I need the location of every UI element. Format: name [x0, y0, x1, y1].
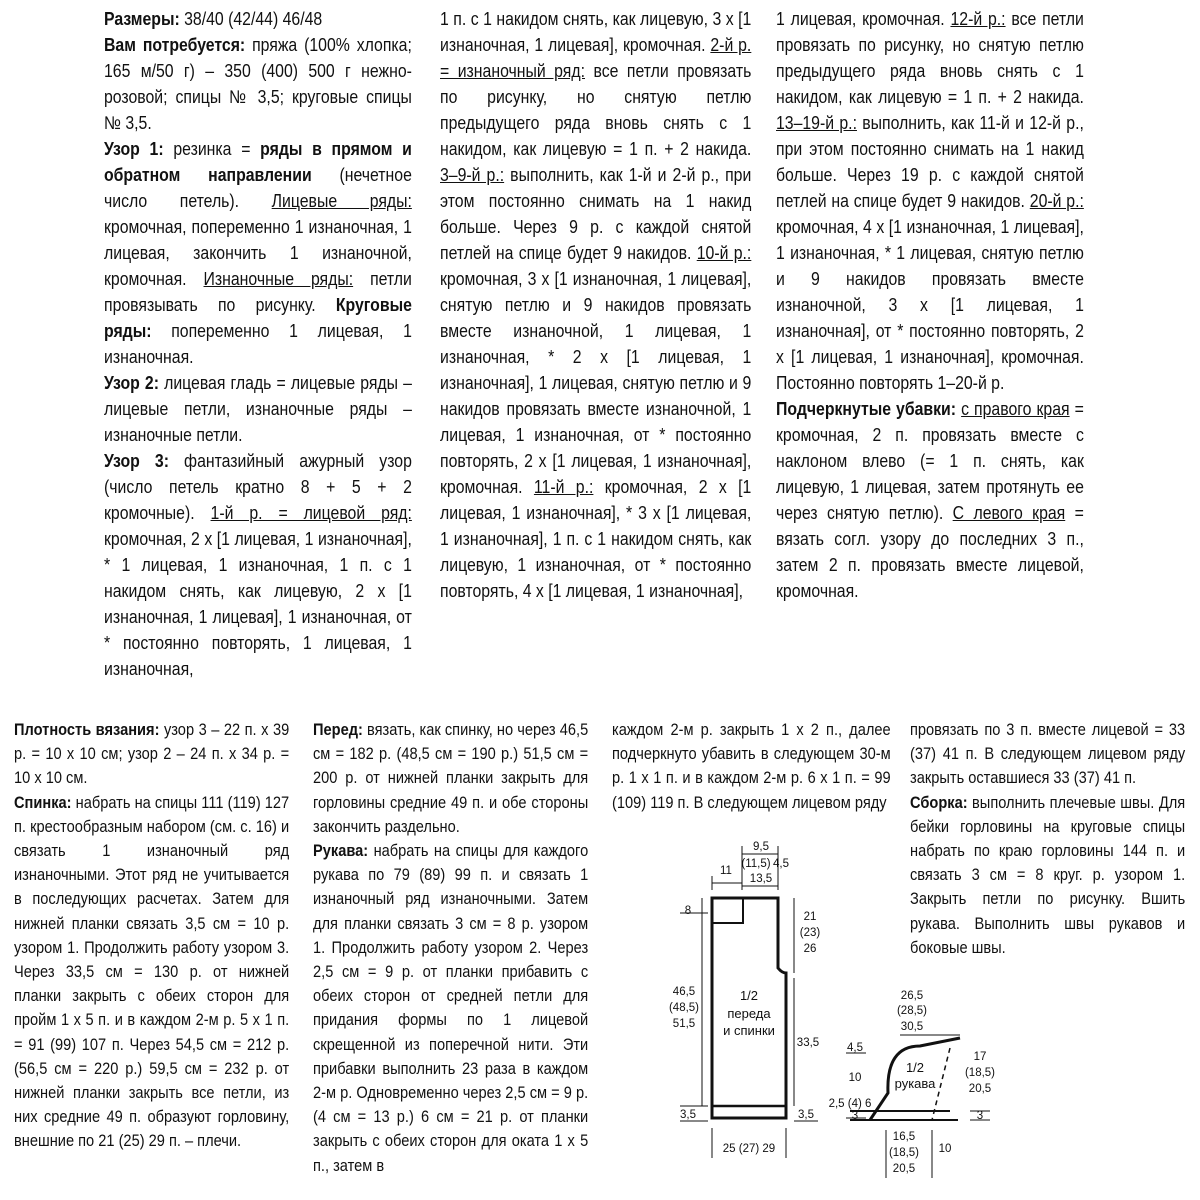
front-paragraph	[313, 718, 588, 839]
piece-title: 1/2	[905, 1060, 925, 1075]
text: каждом 2-м р. закрыть 1 х 2 п., далее подчеркнуто убавить в следующем 30-м р. 1 х 1 п. и в каждом 2-м р. 6 х 1 п. = 99 (109) 119 п. В следующем лицевом ряду	[612, 720, 891, 812]
decreases-paragraph	[776, 396, 1084, 604]
dim-label: (48,5)	[668, 1002, 700, 1014]
dim-label: 3	[851, 1110, 859, 1122]
assembly-label: Сборка:	[910, 792, 968, 812]
bottom-column-1	[14, 718, 289, 1154]
row-label: 3–9-й р.:	[440, 164, 505, 185]
dim-label: 51,5	[672, 1018, 696, 1030]
top-column-3	[776, 6, 1084, 604]
back-label: Спинка:	[14, 792, 72, 812]
piece-title: рукава	[894, 1076, 936, 1091]
pattern-1-underlined: Лицевые ряды:	[271, 190, 412, 211]
front-text: вязать, как спинку, но через 46,5 см = 182 р. (48,5 см = 190 р.) 51,5 см = 200 р. от нижней планки закрыть для горловины средние 49 п. и обе стороны закончить раздельно.	[313, 720, 589, 836]
right-edge-label: с правого края	[961, 398, 1070, 419]
body-labels	[669, 841, 820, 1155]
row-label: 20-й р.:	[1029, 190, 1084, 211]
dim-label: (28,5)	[896, 1005, 928, 1017]
text: 1 лицевая, кромочная.	[776, 8, 951, 29]
dim-label: 4,5	[847, 1042, 863, 1054]
text: все петли провязать по рисунку, но снятую петлю предыдущего ряда вновь снять с 1 накидом, как лицевую = 1 п. + 2 накида.	[776, 8, 1084, 107]
dim-label: 16,5	[892, 1131, 916, 1143]
pattern-1-bold: ряды в прямом и обратном направлении	[104, 138, 412, 185]
dim-label: 17	[973, 1051, 987, 1063]
back-paragraph	[14, 791, 289, 1154]
dim-label: 2,5 (4) 6	[828, 1098, 872, 1110]
text: = вязать согл. узору до последних 3 п., затем 2 п. провязать вместе лицевой, кромочная.	[776, 502, 1084, 601]
dim-label: 20,5	[968, 1083, 992, 1095]
sizes-paragraph	[104, 6, 412, 32]
left-edge-label: С левого края	[952, 502, 1066, 523]
row-label: 13–19-й р.:	[776, 112, 857, 133]
back-text: набрать на спицы 111 (119) 127 п. крестообразным набором (см. с. 16) и связать 1 изнаночный ряд изнаночными. Этот ряд не учитывается в последующих расчетах. Затем для нижней планки связать 3,5 см = 10 р. узором 1. Продолжить работу узором 3. Через 33,5 см = 130 р. от нижней планки закрыть с обеих сторон для пройм 1 х 5 п. и в каждом 2-м р. 5 х 1 п. = 91 (99) 107 п. Через 54,5 см = 212 р. (56,5 см = 220 р.) 59,5 см = 232 р. от нижней планки закрыть все петли, из них средние 49 п. образуют горловину, внешние по 21 (25) 29 п. – плечи.	[14, 792, 290, 1151]
pattern-1-text: (нечетное число петель).	[104, 164, 412, 211]
dim-label: 9,5	[753, 841, 769, 853]
dim-label: (18,5)	[964, 1067, 996, 1079]
text: кромочная, 4 х [1 изнаночная, 1 лицевая], 1 изнаночная, * 1 лицевая, снятую петлю и 9 накидов провязать вместе изнаночной, 3 х [1 лицевая, 1 изнаночная], от * постоянно повторять, 2 х [1 лицевая, 1 изнаночная], кромочная. Постоянно повторять 1–20-й р.	[776, 216, 1084, 393]
front-label: Перед:	[313, 720, 363, 739]
dim-label: (18,5)	[888, 1147, 920, 1159]
dim-label: 10	[848, 1072, 862, 1084]
sleeves-label: Рукава:	[313, 841, 369, 861]
text: все петли провязать по рисунку, но снятую петлю предыдущего ряда вновь снять с 1 накидом, как лицевую = 1 п. + 2 накида.	[440, 60, 752, 159]
row-label: 10-й р.:	[696, 242, 752, 263]
pattern-3-label: Узор 3:	[104, 450, 169, 471]
sleeves-continued	[612, 718, 891, 815]
pattern-2-paragraph	[104, 370, 412, 448]
sleeves-end	[910, 718, 1185, 791]
piece-title: переда	[727, 1006, 771, 1021]
piece-title: 1/2	[739, 988, 759, 1003]
pattern-3-text: фантазийный ажурный узор (число петель кратно 8 + 5 + 2 кромочные).	[104, 450, 412, 523]
materials-label: Вам потребуется:	[104, 34, 246, 55]
row-label: 2-й р. = изнаночный ряд:	[440, 34, 752, 81]
text: = кромочная, 2 п. провязать вместе с наклоном влево (= 1 п. снять, как лицевую, 1 лицевая, затем протянуть ее через снятую петлю).	[776, 398, 1084, 523]
sizes-value: 38/40 (42/44) 46/48	[179, 8, 323, 29]
pattern-1-underlined: Изнаночные ряды:	[203, 268, 354, 289]
dim-label: 4,5	[773, 858, 789, 870]
dim-label: 8	[684, 905, 692, 917]
pattern-1-text: кромочная, попеременно 1 изнаночная, 1 лицевая, закончить 1 изнаночной, кромочная.	[104, 216, 412, 289]
materials-text: пряжа (100% хлопка; 165 м/50 г) – 350 (400) 500 г нежно-розовой; спицы № 3,5; круговые спицы № 3,5.	[104, 34, 412, 133]
dim-label: 26,5	[900, 990, 924, 1002]
pattern-1-paragraph	[104, 136, 412, 370]
dim-label: 25 (27) 29	[722, 1143, 776, 1155]
materials-paragraph	[104, 32, 412, 136]
dim-label: 46,5	[672, 986, 696, 998]
bottom-column-3	[612, 718, 891, 815]
density-paragraph	[14, 718, 289, 791]
dim-label: 3	[976, 1110, 984, 1122]
sleeve-labels	[829, 990, 996, 1175]
dim-label: 20,5	[892, 1163, 916, 1175]
dim-label: 30,5	[900, 1021, 924, 1033]
pattern-2-text: лицевая гладь = лицевые ряды – лицевые петли, изнаночные ряды – изнаночные петли.	[104, 372, 412, 445]
knitting-schematic	[660, 838, 1200, 1188]
piece-title: и спинки	[723, 1023, 775, 1038]
sleeves-text: набрать на спицы для каждого рукава по 79 (89) 99 п. и связать 1 изнаночный ряд изнаночными. Затем для планки связать 3 см = 8 р. узором 1. Продолжить работу узором 2. Через 2,5 см = 9 р. от планки прибавить с обеих сторон от средней петли для придания формы по 1 лицевой скрещенной из поперечной нити. Эти прибавки выполнить 23 раза в каждом 2-м р. Одновременно через 2,5 см = 9 р. (4 см = 13 р.) 6 см = 21 р. от планки закрыть с обеих сторон для оката 1 х 5 п., затем в	[313, 841, 589, 1175]
row-label: 11-й р.:	[533, 476, 594, 497]
pattern-1-label: Узор 1:	[104, 138, 164, 159]
density-text: узор 3 – 22 п. х 39 р. = 10 х 10 см; узор 2 – 24 п. х 34 р. = 10 х 10 см.	[14, 720, 290, 788]
dim-label: (11,5)	[741, 858, 771, 870]
pattern-3-underlined: 1-й р. = лицевой ряд:	[210, 502, 412, 523]
dim-label: 13,5	[749, 873, 773, 885]
dim-label: 3,5	[798, 1109, 814, 1121]
text: кромочная, 2 х [1 лицевая, 1 изнаночная], * 3 х [1 лицевая, 1 изнаночная], 1 п. с 1 накидом снять, как лицевую, 1 изнаночная, от * постоянно повторять, 4 х [1 лицевая, 1 изнаночная],	[440, 476, 752, 601]
pattern-3-paragraph	[104, 448, 412, 682]
top-column-1	[104, 6, 412, 682]
pattern-1-text: резинка =	[163, 138, 261, 159]
bottom-column-2	[313, 718, 588, 1178]
neckline-line	[712, 898, 743, 923]
dim-label: 3,5	[680, 1109, 696, 1121]
dim-label: 10	[938, 1143, 952, 1155]
pattern-3-end	[776, 6, 1084, 396]
dim-label: 33,5	[796, 1037, 820, 1049]
dim-label: 26	[803, 943, 817, 955]
text: выполнить, как 1-й и 2-й р., при этом постоянно снимать на 1 накид больше. Через 9 р. с каждой снятой петлей на спице будет 9 накидов.	[440, 164, 752, 263]
sleeves-paragraph	[313, 839, 588, 1178]
top-column-2	[440, 6, 751, 604]
text: кромочная, 3 х [1 изнаночная, 1 лицевая], снятую петлю и 9 накидов провязать вместе изнаночной, 1 лицевая, 1 изнаночная, * 2 х [1 лицевая, 1 изнаночная], 1 лицевая, снятую петлю и 9 накидов провязать вместе изнаночной, 1 лицевая, 1 изнаночная, от * постоянно повторять, 2 х [1 лицевая, 1 изнаночная], кромочная.	[440, 268, 752, 497]
pattern-1-text: петли провязывать по рисунку.	[104, 268, 412, 315]
sizes-label: Размеры:	[104, 8, 180, 29]
pattern-1-text: попеременно 1 лицевая, 1 изнаночная.	[104, 320, 412, 367]
pattern-2-label: Узор 2:	[104, 372, 159, 393]
density-label: Плотность вязания:	[14, 720, 160, 739]
dim-label: 21	[803, 911, 817, 923]
text: 1 п. с 1 накидом снять, как лицевую, 3 х [1 изнаночная, 1 лицевая], кромочная.	[440, 8, 752, 55]
dim-label: (23)	[799, 927, 821, 939]
decreases-label: Подчеркнутые убавки:	[776, 398, 957, 419]
assembly-text: выполнить плечевые швы. Для бейки горловины на круговые спицы набрать по краю горловины 144 п. и связать 3 см = 8 круг. р. узором 1. Закрыть петли по рисунку. Вшить рукава. Выполнить швы рукавов и боковые швы.	[910, 792, 1186, 957]
row-label: 12-й р.:	[950, 8, 1006, 29]
text: выполнить, как 11-й и 12-й р., при этом постоянно снимать на 1 накид больше. Через 19 р. с каждой снятой петлей на спице будет 9 накидов.	[776, 112, 1084, 211]
dim-label: 11	[720, 865, 732, 877]
pattern-1-bold: Круговые ряды:	[104, 294, 412, 341]
pattern-3-continued	[440, 6, 751, 604]
pattern-3-text: кромочная, 2 х [1 лицевая, 1 изнаночная], * 1 лицевая, 1 изнаночная, 1 п. с 1 накидом снять, как лицевую, 2 х [1 изнаночная, 1 лицевая], 1 изнаночная, от * постоянно повторять, 1 лицевая, 1 изнаночная,	[104, 528, 412, 679]
text: провязать по 3 п. вместе лицевой = 33 (37) 41 п. В следующем лицевом ряду закрыть оставшиеся 33 (37) 41 п.	[910, 720, 1186, 788]
